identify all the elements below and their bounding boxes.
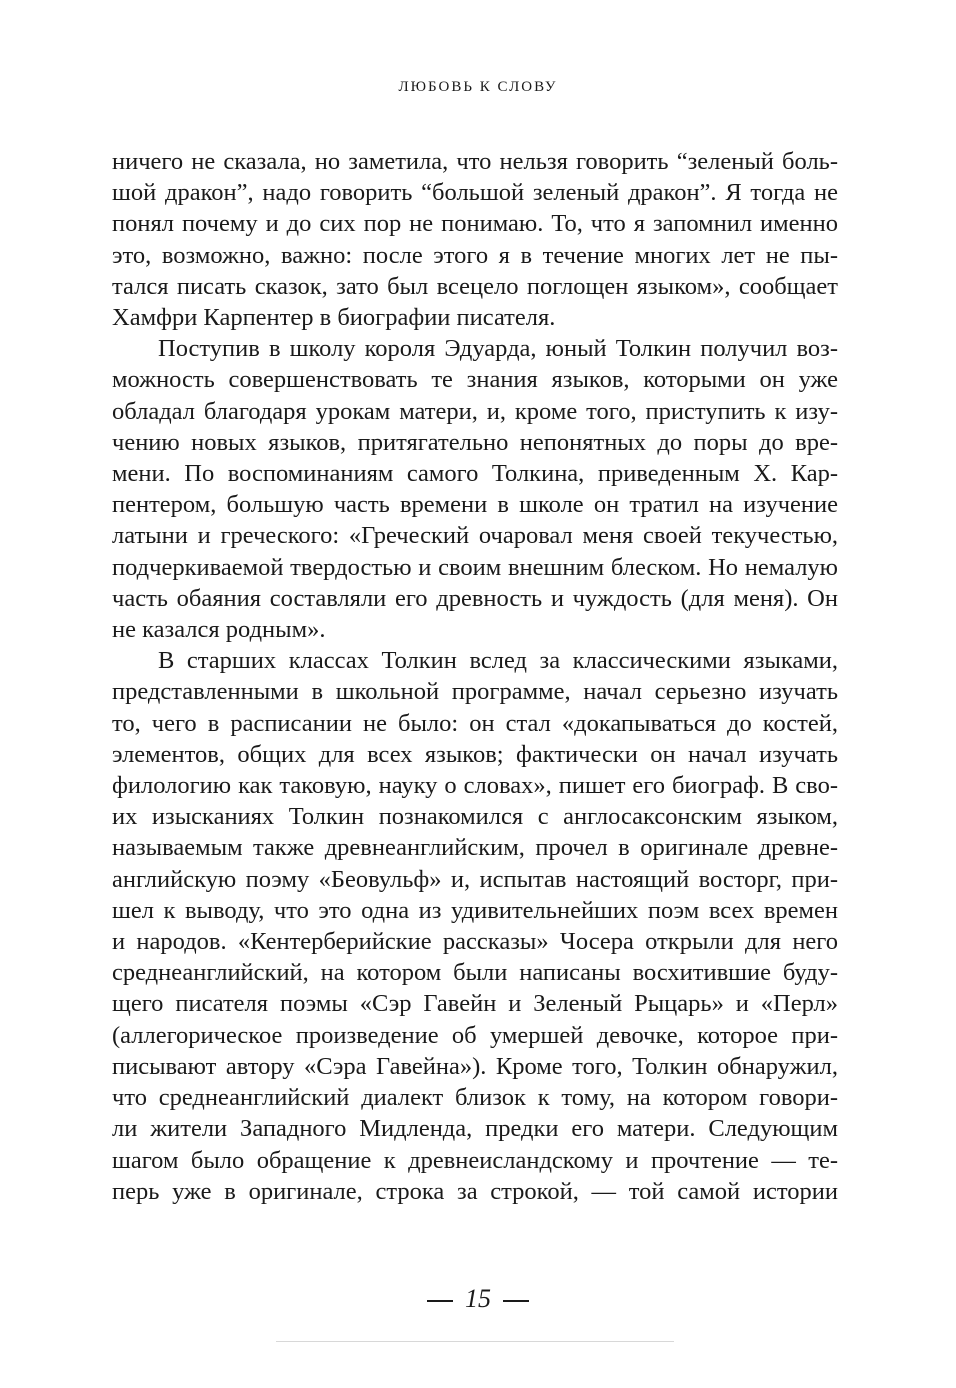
text-line: ли жители Западного Мидленда, предки его матери. Следующим [112, 1115, 838, 1143]
text-line: обладал благодаря урокам матери, и, кроме того, приступить к изу- [112, 397, 838, 425]
text-line: это, возможно, важно: после этого я в течение многих лет не пы- [112, 241, 838, 269]
text-line: то, чего в расписании не было: он стал «докапываться до костей, [112, 709, 838, 737]
text-line: понял почему и до сих пор не понимаю. То, что я запомнил именно [112, 210, 838, 238]
folio-dash-left [427, 1300, 453, 1302]
text-line: щего писателя поэмы «Сэр Гавейн и Зеленый Рыцарь» и «Перл» [112, 990, 838, 1018]
text-line: латыни и греческого: «Греческий очаровал меня своей текучестью, [112, 522, 838, 550]
text-line: и народов. «Кентерберийские рассказы» Чосера открыли для него [112, 928, 838, 956]
text-line: часть обаяния составляли его древность и чуждость (для меня). Он [112, 584, 838, 612]
text-line: шел к выводу, что это одна из удивительнейших поэм всех времен [112, 896, 838, 924]
text-line: их изысканиях Толкин познакомился с англосаксонским языком, [112, 803, 838, 831]
text-line: шой дракон”, надо говорить “большой зеленый дракон”. Я тогда не [112, 179, 838, 207]
text-line: Поступив в школу короля Эдуарда, юный Толкин получил воз- [158, 335, 838, 363]
text-line: (аллегорическое произведение об умершей девочке, которое при- [112, 1021, 838, 1049]
text-line: пентером, большую часть времени в школе он тратил на изучение [112, 491, 838, 519]
text-line: элементов, общих для всех языков; фактически он начал изучать [112, 740, 838, 768]
text-line: перь уже в оригинале, строка за строкой, — той самой истории [112, 1177, 838, 1205]
folio-dash-right [503, 1300, 529, 1302]
text-line: мени. По воспоминаниям самого Толкина, приведенным Х. Кар- [112, 460, 838, 488]
body-text [112, 146, 838, 1207]
text-line: писывают автору «Сэра Гавейна»). Кроме того, Толкин обнаружил, [112, 1052, 838, 1080]
text-line: ничего не сказала, но заметила, что нельзя говорить “зеленый боль- [112, 148, 838, 175]
page-number-text: 15 [465, 1284, 491, 1313]
text-line: среднеанглийский, на котором были написаны восхитившие буду- [112, 959, 838, 987]
text-line: можность совершенствовать те знания языков, которыми он уже [112, 366, 838, 394]
text-line: не казался родным». [112, 616, 326, 644]
page-number [0, 1284, 956, 1314]
text-line: шагом было обращение к древнеисландскому и прочтение — те- [112, 1146, 838, 1174]
text-line: тался писать сказок, зато был всецело поглощен языком», сообщает [112, 272, 838, 300]
text-line: чению новых языков, притягательно непонятных до поры до вре- [112, 428, 838, 456]
text-line: подчеркиваемой твердостью и своим внешним блеском. Но немалую [112, 553, 838, 581]
text-line: филологию как таковую, науку о словах», пишет его биограф. В сво- [112, 772, 838, 800]
text-line: представленными в школьной программе, начал серьезно изучать [112, 678, 838, 706]
text-line: Хамфри Карпентер в биографии писателя. [112, 304, 556, 332]
bottom-rule [276, 1341, 674, 1342]
running-head: ЛЮБОВЬ К СЛОВУ [398, 79, 558, 95]
text-line: В старших классах Толкин вслед за классическими языками, [158, 647, 838, 675]
text-line: называемым также древнеанглийским, прочел в оригинале древне- [112, 834, 838, 862]
text-line: английскую поэму «Беовульф» и, испытав настоящий восторг, при- [112, 865, 838, 893]
text-line: что среднеанглийский диалект близок к тому, на котором говори- [112, 1084, 838, 1112]
